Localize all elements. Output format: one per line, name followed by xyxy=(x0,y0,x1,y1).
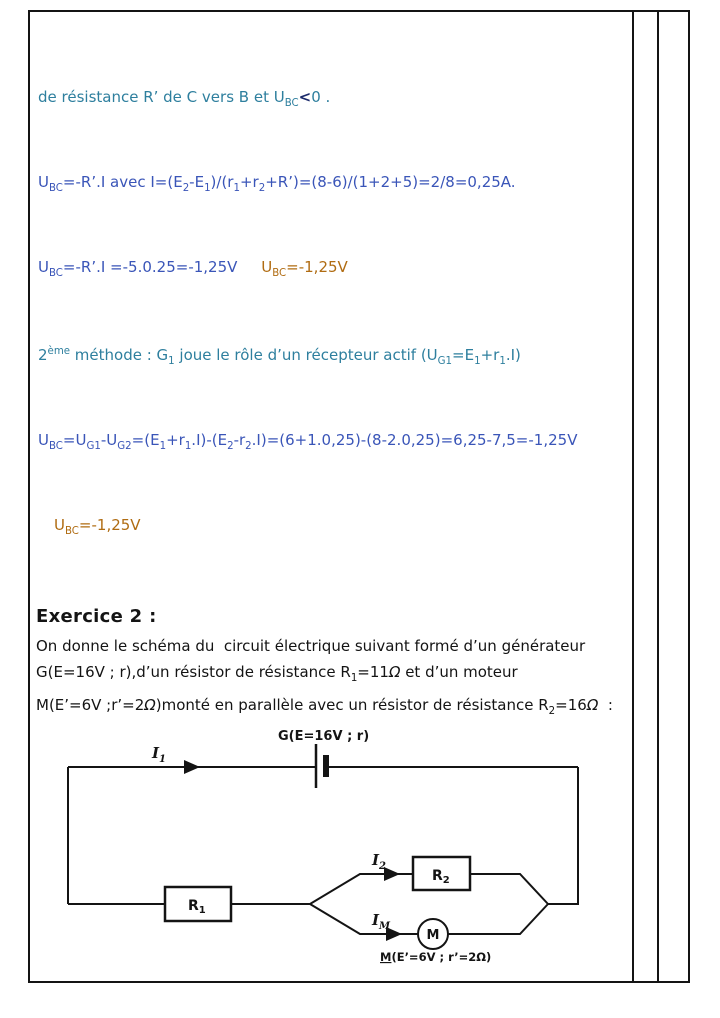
circuit-diagram xyxy=(28,724,628,976)
generator-symbol xyxy=(316,744,326,788)
solution-line: $U_{BC}=-R’.I$ avec $I=(E_2-E_1)/(r_1+r_2+R’)=(8-6)/(1+2+5)=2/8=0,25A$. xyxy=(38,173,516,194)
margin-line-inner xyxy=(632,10,634,983)
margin-line-outer xyxy=(657,10,659,983)
motor-symbol-label: M xyxy=(426,928,440,943)
circuit-wires xyxy=(68,767,578,934)
exercise-2-line: M(E’=6V ;r’=2Ω)monté en parallèle avec un résistor de résistance $R_2=16\Omega$ : xyxy=(36,696,613,717)
exercise-2-line: G(E=16V ; r),d’un résistor de résistance $R_1=11\Omega$ et d’un moteur xyxy=(36,663,518,684)
solution-line: de résistance R’ de C vers B et $U_{BC}<0$ . xyxy=(38,88,331,109)
solution-block xyxy=(38,32,623,597)
exercise-2-block xyxy=(36,606,628,725)
current-label-im: $I_M$ xyxy=(372,911,391,932)
generator-label: G(E=16V ; r) xyxy=(278,729,370,744)
exercise-2-line: On donne le schéma du circuit électrique suivant formé d’un générateur xyxy=(36,637,586,655)
solution-line: $U_{BC}=-R’.I =-5.0.25=-1,25V$ $U_{BC}=-1,25V$ xyxy=(38,258,348,279)
current-label-i1: $I_1$ xyxy=(152,744,166,765)
resistor-r2-label: $R_2$ xyxy=(432,868,450,886)
exercise-2-title: Exercice 2 : xyxy=(36,606,157,627)
solution-line: $U_{BC}=U_{G1}-U_{G2}=(E_1+r_1.I)-(E_2-r_2.I)=(6+1.0,25)-(8-2.0,25)=6,25-7,5=-1,25V$ xyxy=(38,431,578,452)
motor-label: M(E’=6V ; r’=2Ω) xyxy=(380,950,492,964)
solution-line: 2ème méthode : $G_1$ joue le rôle d’un récepteur actif $(U_{G1}=E_1+r_1.I)$ xyxy=(38,346,521,367)
current-label-i2: $I_2$ xyxy=(372,851,386,872)
resistor-r1-label: $R_1$ xyxy=(188,898,206,916)
solution-result-line: $U_{BC}=-1,25V$ xyxy=(54,516,141,537)
